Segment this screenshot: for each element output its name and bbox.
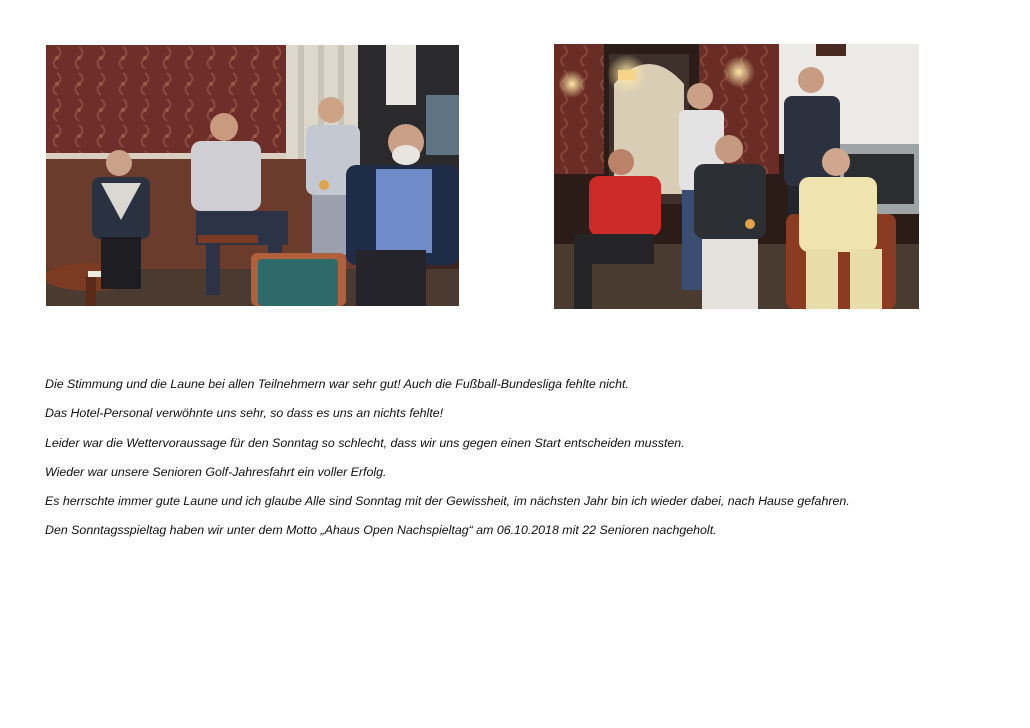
photo-1-image [46,45,459,306]
report-text [45,375,1005,551]
paragraph-weather: Leider war die Wettervoraussage für den Sonntag so schlecht, dass wir uns gegen einen Start entscheiden mussten. [45,435,685,450]
paragraph-hotel-staff: Das Hotel-Personal verwöhnte uns sehr, so dass es uns an nichts fehlte! [45,406,444,421]
paragraph-success: Wieder war unsere Senioren Golf-Jahresfahrt ein voller Erfolg. [45,464,387,479]
paragraph-good-mood: Es herrschte immer gute Laune und ich glaube Alle sind Sonntag mit der Gewissheit, im nächsten Jahr bin ich wieder dabei, nach Hause gefahren. [45,494,850,509]
photo-group-seated-left [46,45,459,306]
photo-2-image [554,44,919,309]
paragraph-mood: Die Stimmung und die Laune bei allen Teilnehmern war sehr gut! Auch die Fußball-Bundesliga fehlte nicht. [45,377,629,391]
photo-group-hotel-bar-right [554,44,919,309]
paragraph-makeup-game: Den Sonntagsspieltag haben wir unter dem Motto „Ahaus Open Nachspieltag“ am 06.10.2018 mit 22 Senioren nachgeholt. [45,523,717,538]
